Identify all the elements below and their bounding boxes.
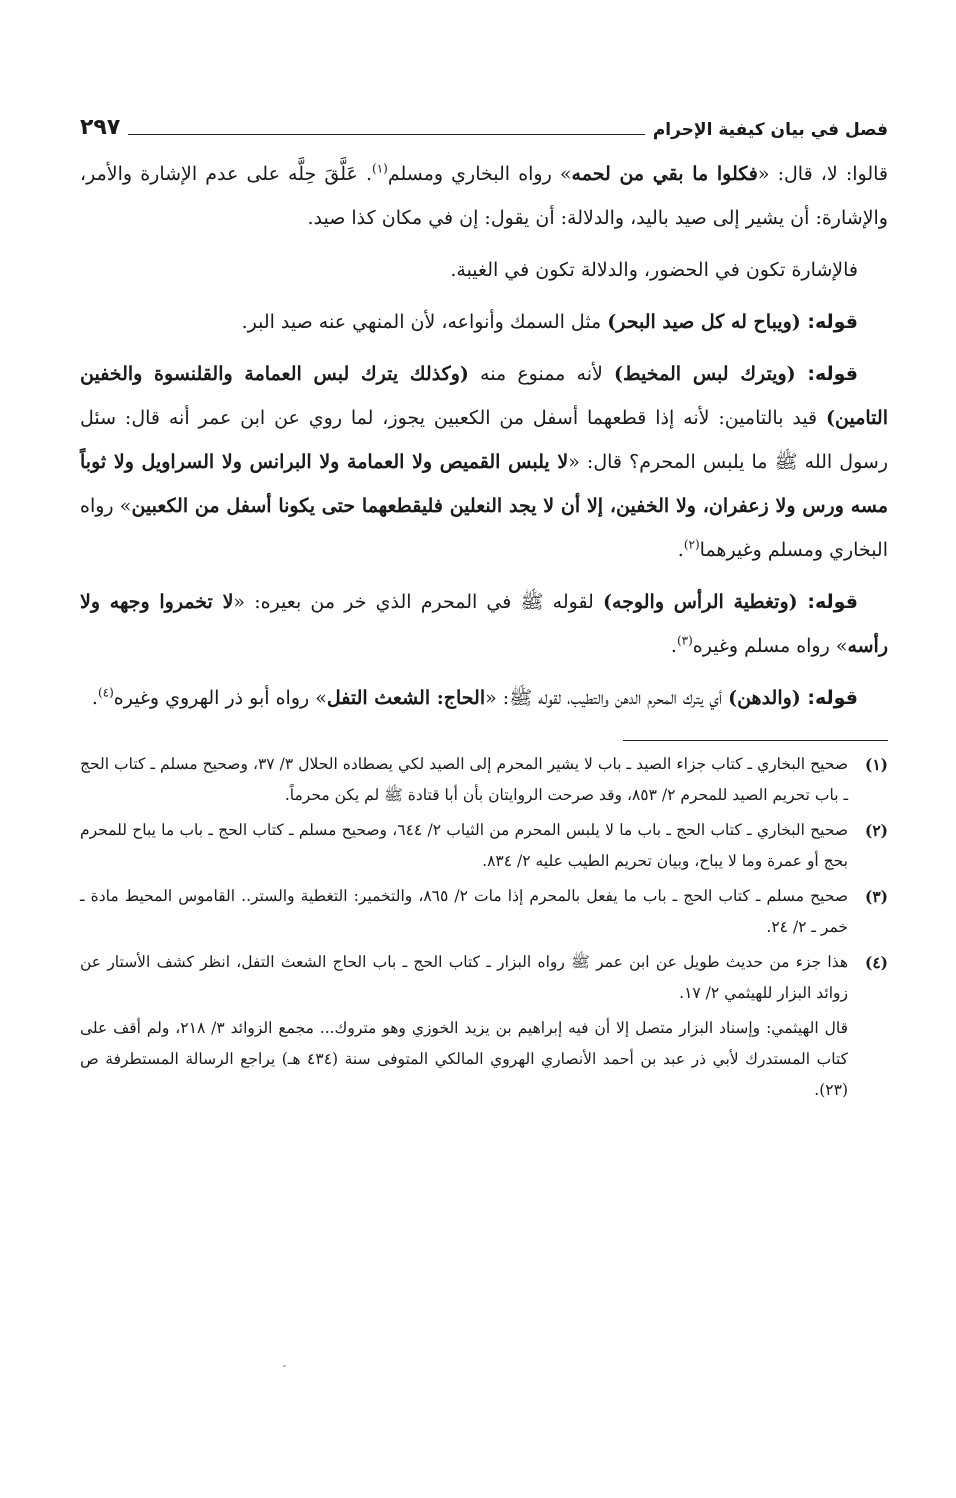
book-page bbox=[80, 100, 888, 1106]
footnote-ref-3[interactable]: (٣) bbox=[676, 633, 693, 648]
footnotes bbox=[80, 749, 888, 1106]
matn-quote: (والدهن) bbox=[728, 687, 808, 709]
matn-quote: (ويباح له كل صيد البحر) bbox=[607, 311, 808, 333]
paragraph-2 bbox=[80, 248, 888, 292]
footnote-number: (٢) bbox=[864, 821, 888, 840]
footnote-text: صحيح البخاري ـ كتاب الحج ـ باب ما لا يلبس المحرم من الثياب ٢/ ٦٤٤، وصحيح مسلم ـ كتاب الحج ـ باب ما يباح للمحرم بحج أو عمرة وما لا يباح، وبيان تحريم الطيب عليه ٢/ ٨٣٤. bbox=[80, 821, 849, 870]
qawl-label: قوله: bbox=[807, 363, 858, 385]
paragraph-1 bbox=[80, 152, 888, 240]
footnote-text: صحيح البخاري ـ كتاب جزاء الصيد ـ باب لا يشير المحرم إلى الصيد لكي يصطاده الحلال ٣/ ٣٧، وصحيح مسلم ـ كتاب الحج ـ باب تحريم الصيد للمحرم ٢/ ٨٥٣، وقد صرحت الروايتان بأن أبا قتادة ﷺ لم يكن محرماً. bbox=[80, 755, 848, 804]
footnote-separator bbox=[623, 740, 888, 741]
matn-quote: (وتغطية الرأس والوجه) bbox=[603, 591, 808, 613]
qawl-label: قوله: bbox=[807, 311, 858, 333]
text-run: قيد بالتامين: لأنه إذا قطعهما أسفل من الكعبين يجوز، لما روي عن ابن عمر أنه قال: سئل رسول الله ﷺ ما يلبس المحرم؟ قال: « bbox=[80, 407, 889, 473]
chapter-title: فصل في بيان كيفية الإحرام bbox=[652, 120, 888, 140]
footnote-text: هذا جزء من حديث طويل عن ابن عمر ﷺ رواه البزار ـ كتاب الحج ـ باب الحاج الشعث التفل، انظر كشف الأستار عن زوائد البزار للهيثمي ٢/ ١٧. bbox=[80, 953, 848, 1002]
paragraph-4 bbox=[80, 352, 888, 572]
text-run: قالوا: لا، قال: « bbox=[757, 163, 888, 185]
page-number: ٢٩٧ bbox=[80, 115, 121, 140]
text-run: لأنه ممنوع منه bbox=[468, 363, 615, 385]
footnote-number: (١) bbox=[864, 755, 888, 774]
footnote-3 bbox=[80, 881, 888, 943]
text-run: . bbox=[91, 687, 98, 709]
qawl-label: قوله: bbox=[807, 591, 858, 613]
text-run: » رواه أبو ذر الهروي وغيره bbox=[113, 687, 327, 709]
footnote-ref-1[interactable]: (١) bbox=[372, 161, 388, 176]
text-run: . bbox=[677, 539, 684, 561]
hadith-quote: الحاج: الشعث التفل bbox=[326, 687, 486, 709]
hadith-quote: لا تخمروا وجهه ولا رأسه bbox=[80, 591, 888, 657]
qawl-label: قوله: bbox=[807, 687, 858, 709]
footnote-1 bbox=[80, 749, 888, 811]
footnote-4 bbox=[80, 947, 888, 1009]
paragraph-5 bbox=[80, 580, 888, 668]
hadith-quote: فكلوا ما بقي من لحمه bbox=[571, 163, 758, 185]
text-run: لقوله ﷺ في المحرم الذي خر من بعيره: « bbox=[233, 591, 604, 613]
footnote-4-continuation: قال الهيثمي: وإسناد البزار متصل إلا أن فيه إبراهيم بن يزيد الخوزي وهو متروك... مجمع الزوائد ٣/ ٢١٨، ولم أقف على كتاب المستدرك لأبي ذر عبد بن أحمد الأنصاري الهروي المالكي المتوفى سنة (٤٣٤ هـ) يراجع الرسالة المستطرفة ص (٢٣). bbox=[80, 1019, 848, 1099]
hadith-quote: لا يلبس القميص ولا العمامة ولا البرانس ولا السراويل ولا ثوباً مسه ورس ولا زعفران، ولا الخفين، إلا أن لا يجد النعلين فليقطعهما حتى يكونا أسفل من الكعبين bbox=[80, 451, 889, 517]
paragraph-6 bbox=[80, 676, 888, 720]
text-run: » رواه البخاري ومسلم bbox=[387, 163, 572, 185]
running-header bbox=[80, 100, 888, 140]
text-run: . bbox=[670, 635, 677, 657]
paragraph-3 bbox=[80, 300, 888, 344]
text-run: أي يترك المحرم الدهن والتطيب، لقوله ﷺ: « bbox=[485, 687, 729, 709]
footnote-ref-4[interactable]: (٤) bbox=[97, 685, 114, 700]
text-run: مثل السمك وأنواعه، لأن المنهي عنه صيد البر. bbox=[241, 311, 608, 333]
footnote-number: (٤) bbox=[864, 953, 888, 972]
text-run: » رواه البخاري ومسلم وغيرهما bbox=[80, 495, 888, 561]
text-run: . عَلَّقَ حِلَّه على عدم الإشارة والأمر، والإشارة: أن يشير إلى صيد باليد، والدلالة: أن يقول: إن في مكان كذا صيد. bbox=[80, 163, 888, 229]
footnote-ref-2[interactable]: (٢) bbox=[683, 537, 700, 552]
text-run: فالإشارة تكون في الحضور، والدلالة تكون في الغيبة. bbox=[450, 259, 858, 281]
footnote-number: (٣) bbox=[864, 887, 888, 906]
text-run: » رواه مسلم وغيره bbox=[692, 635, 848, 657]
scan-speck bbox=[283, 1365, 286, 1367]
matn-quote: (وكذلك يترك لبس العمامة والقلنسوة والخفين التامين) bbox=[80, 363, 888, 429]
main-text bbox=[80, 152, 888, 720]
matn-quote: (ويترك لبس المخيط) bbox=[614, 363, 808, 385]
footnote-2 bbox=[80, 815, 888, 877]
header-rule bbox=[128, 134, 645, 135]
footnote-text: صحيح مسلم ـ كتاب الحج ـ باب ما يفعل بالمحرم إذا مات ٢/ ٨٦٥، والتخمير: التغطية والستر.. القاموس المحيط مادة ـ خمر ـ ٢/ ٢٤. bbox=[80, 887, 848, 936]
